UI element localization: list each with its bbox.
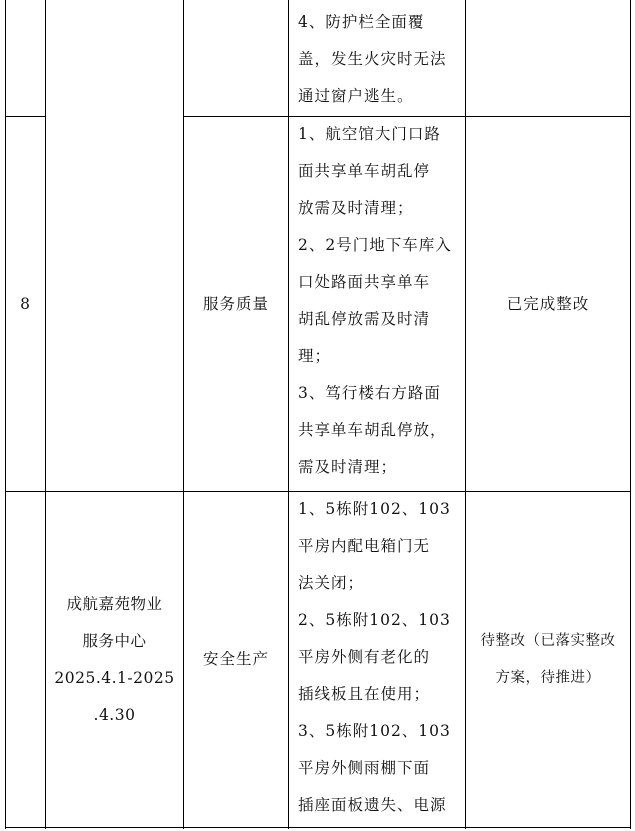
category-label: 安全生产	[202, 650, 269, 668]
table-row-2-issues	[289, 116, 465, 491]
issue-line: 1、5栋附102、103	[298, 500, 451, 518]
issue-line: 平房外侧有老化的	[298, 648, 431, 666]
table-border-bottom	[5, 827, 631, 828]
unit-line: .4.30	[93, 705, 136, 724]
status-line: 方案，待推进）	[495, 669, 601, 686]
issue-line: 通过窗户逃生。	[298, 87, 414, 105]
table-row-3-unit	[46, 492, 183, 827]
unit-line: 服务中心	[82, 631, 147, 650]
issue-line: 盖，发生火灾时无法	[298, 50, 447, 68]
issue-line: 插座面板遗失、电源	[298, 796, 447, 814]
issue-line: 4、防护栏全面覆	[298, 13, 425, 31]
issue-line: 3、5栋附102、103	[298, 722, 451, 740]
table-row-2-index	[6, 117, 45, 491]
issue-line: 理；	[298, 347, 332, 365]
table-row-3-category	[184, 492, 288, 827]
unit-line: 成航嘉苑物业	[66, 594, 163, 613]
table-row-1-issues	[289, 4, 465, 116]
table-row-2-status	[466, 117, 630, 491]
table-row-3-status	[466, 492, 630, 827]
issue-line: 口处路面共享单车	[298, 273, 431, 291]
issue-line: 插线板且在使用；	[298, 685, 431, 703]
issue-line: 法关闭；	[298, 574, 365, 592]
issue-line: 2、5栋附102、103	[298, 611, 451, 629]
row-index: 8	[20, 294, 31, 313]
issue-line: 胡乱停放需及时清	[298, 310, 431, 328]
category-label: 服务质量	[202, 294, 269, 313]
status-text: 已完成整改	[506, 294, 590, 313]
issue-line: 平房内配电箱门无	[298, 537, 431, 555]
table-row-2-category	[184, 117, 288, 491]
status-line: 待整改（已落实整改	[480, 632, 616, 649]
table-row-3-issues	[289, 491, 465, 827]
issue-line: 3、笃行楼右方路面	[298, 384, 441, 402]
issue-line: 平房外侧雨棚下面	[298, 759, 431, 777]
issue-line: 共享单车胡乱停放，	[298, 421, 447, 439]
unit-line: 2025.4.1-2025	[54, 668, 175, 687]
issue-line: 需及时清理；	[298, 458, 398, 476]
issue-line: 1、航空馆大门口路	[298, 125, 441, 143]
issue-line: 2、2号门地下车库入	[298, 236, 452, 254]
table-border-right	[630, 0, 631, 829]
issue-line: 放需及时清理；	[298, 199, 414, 217]
issue-line: 面共享单车胡乱停	[298, 162, 431, 180]
